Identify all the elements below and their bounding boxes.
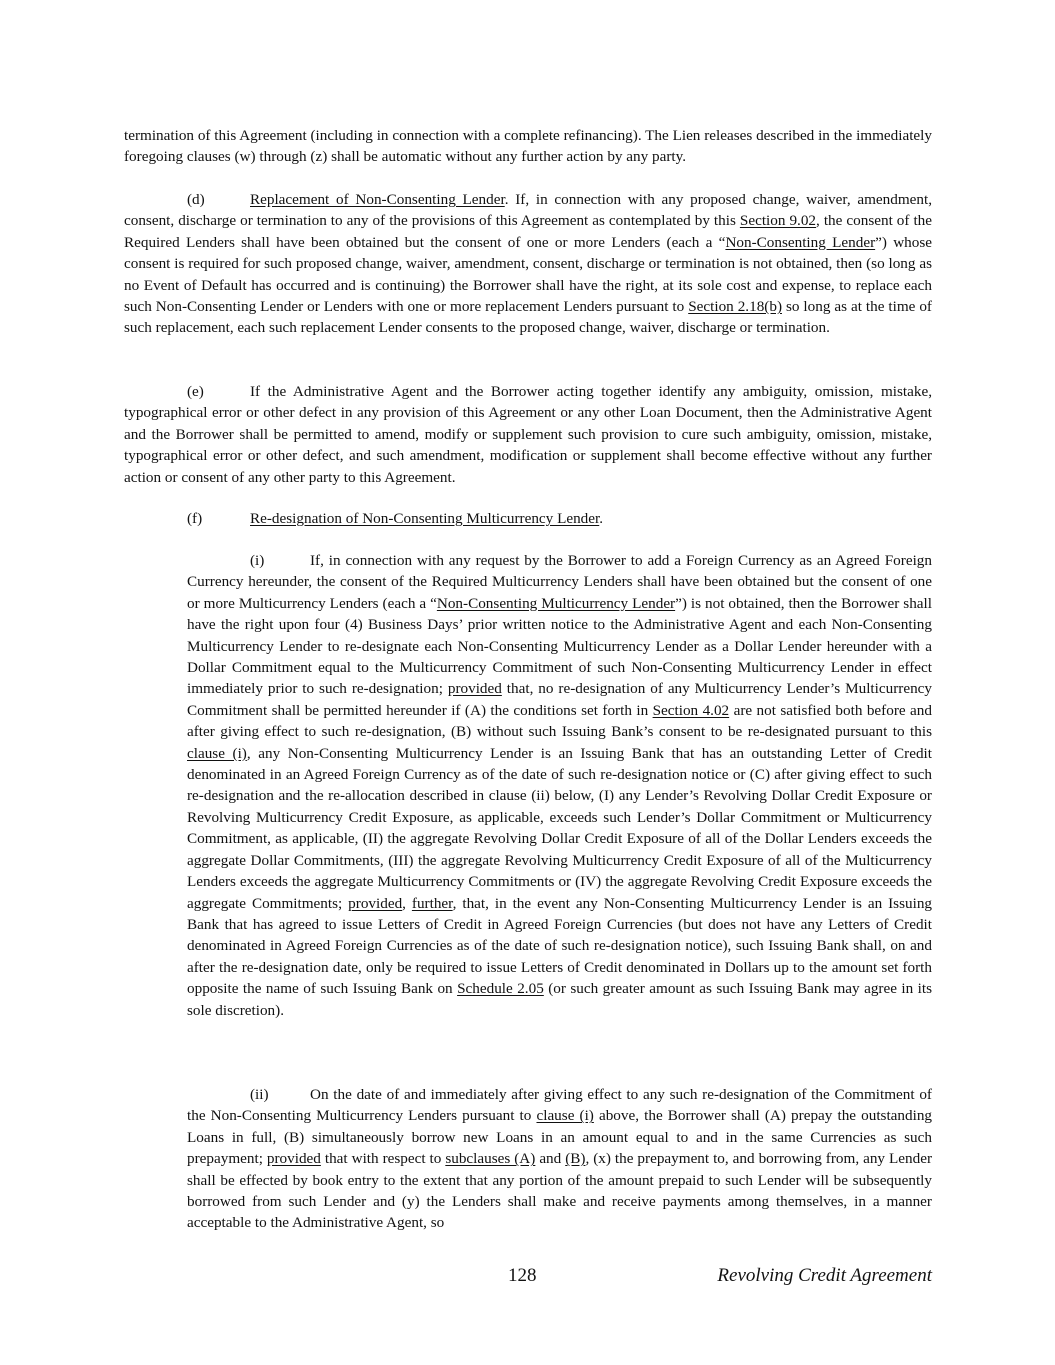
defined-term: Non-Consenting Lender — [725, 233, 876, 251]
cross-reference: clause (i) — [536, 1107, 594, 1125]
clause-label: (i) — [250, 552, 265, 569]
cross-reference: Section 4.02 — [652, 701, 730, 719]
proviso: further — [411, 894, 453, 912]
cross-reference: Section 9.02 — [739, 212, 817, 230]
paragraph-f: (f) Re-designation of Non-Consenting Multicurrency Lender. — [124, 508, 932, 529]
paragraph-e: (e) If the Administrative Agent and the Borrower acting together identify any ambiguity, omission, mistake, typographical error or other defect in any provision of this Agreement or any other Loan Document, then the Administrative Agent and the Borrower shall be permitted to amend, modify or supplement such provision to cure such ambiguity, omission, mistake, typographical error or other defect, and such amendment, modification or supplement shall become effective without any further action or consent of any other party to this Agreement. — [124, 383, 932, 486]
section-heading: Re-designation of Non-Consenting Multicurrency Lender — [250, 510, 600, 527]
clause-label: (f) — [187, 510, 203, 527]
cross-reference: clause (i) — [187, 744, 247, 762]
defined-term: Non-Consenting Multicurrency Lender — [436, 594, 676, 612]
proviso: provided — [266, 1150, 321, 1168]
paragraph-continuation — [124, 125, 932, 168]
clause-label: (d) — [187, 191, 205, 208]
subparagraph-i: (i) If, in connection with any request by the Borrower to add a Foreign Currency as an Agreed Foreign Currency hereunder, the consent of the Required Multicurrency Lenders shall have been obtained but the consent of one or more Multicurrency Lenders (each a “Non-Consenting Multicurrency Lender”) is not obtained, then the Borrower shall have the right upon four (4) Business Days’ prior written notice to the Administrative Agent and each Non-Consenting Multicurrency Lender to re-designate each Non-Consenting Multicurrency Lender as a Dollar Lender hereunder with a Dollar Commitment equal to the Multicurrency Commitment of such Non-Consenting Multicurrency Lender in effect immediately prior to such re-designation; provided that, no re-designation of any Multicurrency Lender’s Multicurrency Commitment shall be permitted hereunder if (A) the conditions set forth in Section 4.02 are not satisfied both before and after giving effect to such re-designation, (B) without such Issuing Bank’s consent to be re-designated pursuant to this clause (i), any Non-Consenting Multicurrency Lender is an Issuing Bank that has an outstanding Letter of Credit denominated in an Agreed Foreign Currency as of the date of such re-designation notice or (C) after giving effect to such re-designation and the re-allocation described in clause (ii) below, (I) any Lender’s Revolving Dollar Credit Exposure or Revolving Multicurrency Credit Exposure, as applicable, exceeds such Lender’s Dollar Commitment or Multicurrency Commitment, as applicable, (II) the aggregate Revolving Dollar Credit Exposure of all of the Dollar Lenders exceeds the aggregate Dollar Commitments, (III) the aggregate Revolving Multicurrency Credit Exposure of all of the Multicurrency Lenders exceeds the aggregate Multicurrency Commitments or (IV) the aggregate Revolving Credit Exposure exceeds the aggregate Commitments; provided, further, that, in the event any Non-Consenting Multicurrency Lender is an Issuing Bank that has agreed to issue Letters of Credit in Agreed Foreign Currencies (but does not have any Letters of Credit denominated in Agreed Foreign Currencies as of the date of such re-designation notice), such Issuing Bank shall, on and after the re-designation date, only be required to issue Letters of Credit denominated in Dollars up to the amount set forth opposite the name of such Issuing Bank on Schedule 2.05 (or such greater amount as such Issuing Bank may agree in its sole discretion). — [187, 552, 933, 1019]
cross-reference: Section 2.18(b) — [688, 298, 782, 316]
paragraph-d: (d) Replacement of Non-Consenting Lender. If, in connection with any proposed change, waiver, amendment, consent, discharge or termination to any of the provisions of this Agreement as contemplated by this Section 9.02, the consent of the Required Lenders shall have been obtained but the consent of one or more Lenders (each a “Non-Consenting Lender”) whose consent is required for such proposed change, waiver, amendment, consent, discharge or termination is not obtained, then (so long as no Event of Default has occurred and is continuing) the Borrower shall have the right, at its sole cost and expense, to replace each such Non-Consenting Lender or Lenders with one or more replacement Lenders pursuant to Section 2.18(b) so long as at the time of such replacement, each such replacement Lender consents to the proposed change, waiver, discharge or termination. — [124, 191, 933, 337]
page-number: 128 — [508, 1265, 537, 1286]
clause-label: (ii) — [250, 1086, 269, 1103]
cross-reference: (B) — [565, 1150, 586, 1168]
cross-reference: subclauses (A) — [445, 1150, 536, 1168]
subparagraph-ii: (ii) On the date of and immediately after giving effect to any such re-designation of the Commitment of the Non-Consenting Multicurrency Lenders pursuant to clause (i) above, the Borrower shall (A) prepay the outstanding Loans in full, (B) simultaneously borrow new Loans in an amount equal to and in the same Currencies as such prepayment; provided that with respect to subclauses (A) and (B), (x) the prepayment to, and borrowing from, any Lender shall be effected by book entry to the extent that any portion of the amount prepaid to such Lender will be subsequently borrowed from such Lender and (y) the Lenders shall make and receive payments among themselves, in a manner acceptable to the Administrative Agent, so — [187, 1086, 933, 1232]
section-heading: Replacement of Non-Consenting Lender — [250, 191, 505, 208]
proviso: provided — [447, 680, 502, 698]
paragraph-text: termination of this Agreement (including in connection with a complete refinancing). The Lien releases described in the immediately foregoing clauses (w) through (z) shall be automatic without any further action by any party. — [124, 127, 932, 166]
cross-reference: Schedule 2.05 — [457, 980, 544, 998]
clause-label: (e) — [187, 383, 204, 400]
document-title: Revolving Credit Agreement — [717, 1265, 932, 1286]
proviso: provided — [348, 894, 403, 912]
